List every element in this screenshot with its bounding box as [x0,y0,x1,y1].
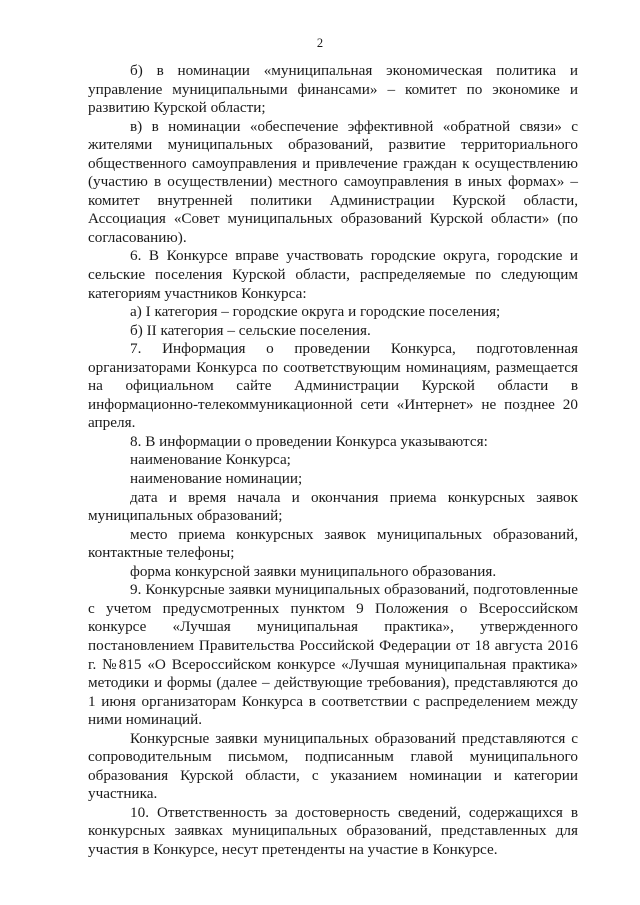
paragraph-category-2: б) II категория – сельские поселения. [130,321,371,339]
paragraph-item-7: 7. Информация о проведении Конкурса, подготовленная организаторами Конкурса по соответствующим номинациям, размещается на официальном сайте Администрации Курской области в информационно-телекоммуникационной сети «Интернет» не позднее 20 апреля. [88,340,578,432]
paragraph-item-6: 6. В Конкурсе вправе участвовать городские округа, городские и сельские поселения Курской области, распределяемые по следующим категориям участников Конкурса: [88,247,578,302]
paragraph-item-10: 10. Ответственность за достоверность сведений, содержащихся в конкурсных заявках муниципальных образований, представленных для участия в Конкурсе, несут претенденты на участие в Конкурсе. [88,803,578,858]
paragraph-item-9: 9. Конкурсные заявки муниципальных образований, подготовленные с учетом предусмотренных пунктом 9 Положения о Всероссийском конкурсе «Лучшая муниципальная практика», утвержденного постановлением Правительства Российской Федерации от 18 августа 2016 г. №815 «О Всероссийском конкурсе «Лучшая муниципальная практика» методики и формы (далее – действующие требования), представляются до 1 июня организаторам Конкурса в соответствии с распределением между ними номинаций. [88,581,578,729]
page-number: 2 [316,36,324,50]
paragraph-form: форма конкурсной заявки муниципального образования. [130,562,497,580]
paragraph-cover-letter: Конкурсные заявки муниципальных образований представляются с сопроводительным письмом, подписанным главой муниципального образования Курской области, с указанием номинации и категории участника. [88,729,578,803]
paragraph-dates: дата и время начала и окончания приема конкурсных заявок муниципальных образований; [88,488,578,525]
document-body [88,62,578,860]
paragraph-nomination-name: наименование номинации; [130,470,303,488]
paragraph-category-1: а) I категория – городские округа и городские поселения; [130,303,501,321]
paragraph-item-8: 8. В информации о проведении Конкурса указываются: [130,432,488,450]
paragraph-nomination-b: б) в номинации «муниципальная экономическая политика и управление муниципальными финансами» – комитет по экономике и развитию Курской области; [88,62,578,117]
paragraph-nomination-v: в) в номинации «обеспечение эффективной «обратной связи» с жителями муниципальных образований, развитие территориального общественного самоуправления и привлечение граждан к осуществлению (участию в осуществлении) местного самоуправления в иных формах» – комитет внутренней политики Администрации Курской области, Ассоциация «Совет муниципальных образований Курской области» (по согласованию). [88,117,578,246]
paragraph-place: место приема конкурсных заявок муниципальных образований, контактные телефоны; [88,525,578,562]
paragraph-contest-name: наименование Конкурса; [130,451,291,469]
